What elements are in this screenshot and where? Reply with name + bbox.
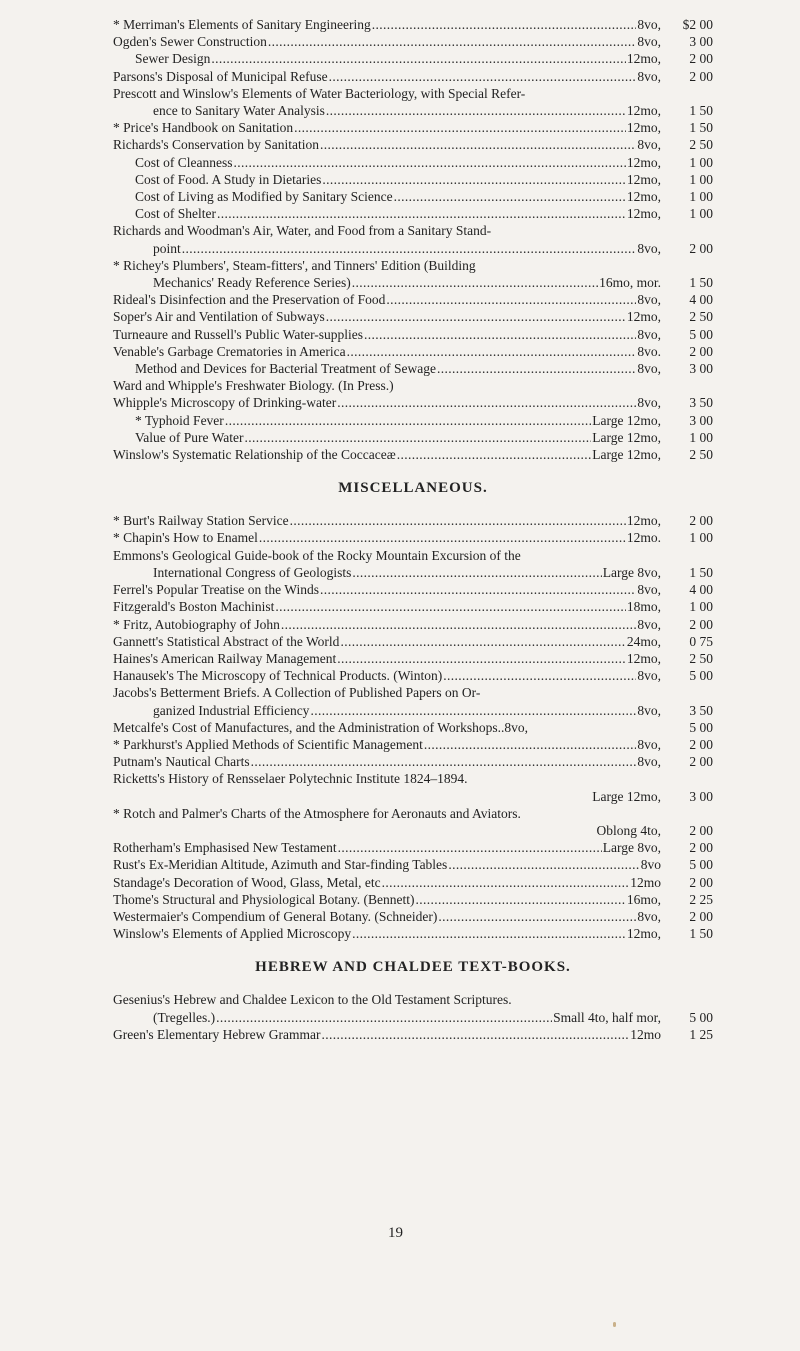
catalog-entry — [113, 394, 713, 411]
entry-title: Winslow's Elements of Applied Microscopy — [113, 926, 352, 942]
catalog-entry — [113, 274, 713, 291]
catalog-entry — [113, 512, 713, 529]
entry-format: 8vo, — [637, 137, 661, 153]
entry-price: 0 75 — [689, 633, 713, 649]
entry-title: Hanausek's The Microscopy of Technical Products. (Winton) — [113, 668, 443, 684]
dot-leader — [448, 856, 639, 873]
entry-format: 8vo, — [637, 326, 661, 342]
catalog-entry — [113, 429, 713, 446]
entry-title: * Burt's Railway Station Service — [113, 513, 289, 529]
catalog-entry — [113, 736, 713, 753]
entry-price: 2 00 — [689, 513, 713, 529]
catalog-entry — [113, 805, 713, 822]
entry-price: 4 00 — [689, 292, 713, 308]
entry-price: 2 00 — [689, 240, 713, 256]
entry-format: 12mo, — [626, 189, 661, 205]
entry-title: Cost of Shelter — [135, 206, 216, 222]
entry-title-line: Emmons's Geological Guide-book of the Rocky Mountain Excursion of the — [113, 547, 521, 563]
catalog-entry — [113, 874, 713, 891]
entry-title: Cost of Living as Modified by Sanitary Science — [135, 189, 393, 205]
entry-format: 12mo — [630, 1026, 661, 1042]
entry-price: 2 00 — [689, 51, 713, 67]
entry-price: $2 00 — [682, 17, 713, 32]
catalog-entry — [113, 667, 713, 684]
entry-price: 1 00 — [689, 206, 713, 222]
entry-price: 2 00 — [689, 874, 713, 890]
catalog-entry — [113, 343, 713, 360]
entry-title: Rotherham's Emphasised New Testament — [113, 840, 337, 856]
entry-format: 12mo, — [626, 171, 661, 187]
entry-format: 18mo, — [626, 599, 661, 615]
entry-title: Ferrel's Popular Treatise on the Winds — [113, 582, 320, 598]
catalog-entry — [113, 1009, 713, 1026]
dot-leader — [245, 429, 592, 446]
dot-leader — [310, 702, 636, 719]
entry-format: Small 4to, half mor, — [553, 1009, 661, 1025]
entry-price: 3 50 — [689, 395, 713, 411]
entry-price: 3 50 — [689, 702, 713, 718]
dot-leader — [217, 205, 626, 222]
entry-format: 8vo — [640, 857, 661, 873]
catalog-entry — [113, 822, 713, 839]
catalog-entry — [113, 633, 713, 650]
dot-leader — [251, 753, 637, 770]
entry-title: * Chapin's How to Enamel — [113, 530, 258, 546]
entry-price: 1 50 — [689, 120, 713, 136]
entry-title: Cost of Food. A Study in Dietaries — [135, 171, 322, 187]
entry-format: 12mo, — [626, 926, 661, 942]
entry-title: * Merriman's Elements of Sanitary Engineering — [113, 17, 371, 32]
dot-leader — [259, 529, 626, 546]
entry-format: 8vo, — [637, 68, 661, 84]
entry-format: 8vo, — [637, 616, 661, 632]
catalog-entry — [113, 412, 713, 429]
entry-price: 3 00 — [689, 412, 713, 428]
entry-price: 2 00 — [689, 754, 713, 770]
catalog-entry — [113, 171, 713, 188]
entry-price: 1 50 — [689, 926, 713, 942]
dot-leader — [347, 343, 637, 360]
entry-title: Rust's Ex-Meridian Altitude, Azimuth and Star-finding Tables — [113, 857, 448, 873]
dot-leader — [337, 650, 626, 667]
paper-speck — [613, 1322, 616, 1327]
entry-format: 12mo, — [626, 513, 661, 529]
entry-title: * Fritz, Autobiography of John — [113, 616, 280, 632]
entry-title: Turneaure and Russell's Public Water-supplies — [113, 326, 364, 342]
dot-leader — [329, 68, 637, 85]
entry-format: 8vo. — [637, 343, 661, 359]
dot-leader — [182, 240, 637, 257]
catalog-entry — [113, 529, 713, 546]
entry-format: Large 12mo, — [592, 788, 661, 804]
entry-format: 8vo, — [637, 702, 661, 718]
entry-price: 5 00 — [689, 326, 713, 342]
entry-format: 8vo, — [637, 17, 661, 32]
catalog-entry — [113, 291, 713, 308]
catalog-entry — [113, 240, 713, 257]
catalog-entry — [113, 908, 713, 925]
entry-title: Cost of Cleanness — [135, 154, 233, 170]
catalog-entry — [113, 446, 713, 463]
entry-format: 12mo. — [626, 530, 661, 546]
entry-format: 16mo, — [626, 891, 661, 907]
entry-title: Venable's Garbage Crematories in America — [113, 343, 346, 359]
dot-leader — [397, 446, 592, 463]
entry-price: 1 00 — [689, 189, 713, 205]
dot-leader — [424, 736, 636, 753]
entry-price: 2 00 — [689, 840, 713, 856]
entry-title: Gannett's Statistical Abstract of the World — [113, 633, 340, 649]
entry-price: 3 00 — [689, 788, 713, 804]
entry-format: 12mo, — [626, 154, 661, 170]
entry-price: 2 50 — [689, 650, 713, 666]
catalog-entry — [113, 360, 713, 377]
catalog-entry — [113, 564, 713, 581]
book-catalog — [113, 16, 713, 1043]
entry-title: Richards's Conservation by Sanitation — [113, 137, 320, 153]
dot-leader — [338, 839, 602, 856]
catalog-entry — [113, 770, 713, 787]
dot-leader — [321, 1026, 629, 1043]
dot-leader — [394, 188, 626, 205]
catalog-entry — [113, 702, 713, 719]
dot-leader — [268, 33, 636, 50]
entry-title: Parsons's Disposal of Municipal Refuse — [113, 68, 328, 84]
entry-price: 2 50 — [689, 447, 713, 463]
entry-format: 12mo, — [626, 309, 661, 325]
catalog-entry — [113, 308, 713, 325]
entry-title: ence to Sanitary Water Analysis — [153, 103, 325, 119]
entry-price: 4 00 — [689, 582, 713, 598]
entry-price: 2 00 — [689, 68, 713, 84]
entry-price: 2 50 — [689, 309, 713, 325]
entry-format: 16mo, mor. — [599, 275, 661, 291]
entry-title-line: Prescott and Winslow's Elements of Water Bacteriology, with Special Refer- — [113, 85, 526, 101]
catalog-entry — [113, 154, 713, 171]
entry-price: 2 00 — [689, 736, 713, 752]
entry-format: 8vo, — [637, 668, 661, 684]
entry-title: Haines's American Railway Management — [113, 650, 337, 666]
entry-format: 8vo, — [637, 34, 661, 50]
entry-price: 3 00 — [689, 361, 713, 377]
entry-price: 1 50 — [689, 103, 713, 119]
catalog-entry — [113, 788, 713, 805]
dot-leader — [225, 412, 591, 429]
entry-title: Whipple's Microscopy of Drinking-water — [113, 395, 337, 411]
entry-price: 2 25 — [689, 891, 713, 907]
entry-price: 1 50 — [689, 275, 713, 291]
dot-leader — [443, 667, 636, 684]
dot-leader — [275, 598, 625, 615]
catalog-entry — [113, 856, 713, 873]
catalog-entry — [113, 16, 713, 33]
entry-format: Large 8vo, — [602, 564, 661, 580]
entry-title: Putnam's Nautical Charts — [113, 754, 250, 770]
catalog-entry — [113, 616, 713, 633]
entry-price: 5 00 — [689, 1009, 713, 1025]
dot-leader — [382, 874, 630, 891]
dot-leader — [211, 50, 626, 67]
dot-leader — [352, 925, 626, 942]
entry-title: * Parkhurst's Applied Methods of Scientific Management — [113, 736, 423, 752]
section-heading: MISCELLANEOUS. — [338, 480, 488, 497]
entry-format: Large 12mo, — [592, 412, 661, 428]
entry-format: 12mo — [630, 874, 661, 890]
catalog-entry — [113, 1026, 713, 1043]
entry-price: 1 00 — [689, 171, 713, 187]
entry-title: point — [153, 240, 181, 256]
entry-format: 12mo, — [626, 206, 661, 222]
catalog-entry — [113, 377, 713, 394]
dot-leader — [234, 154, 626, 171]
dot-leader — [337, 394, 636, 411]
catalog-entry — [113, 581, 713, 598]
catalog-entry — [113, 839, 713, 856]
dot-leader — [340, 633, 625, 650]
entry-title: Ogden's Sewer Construction — [113, 34, 267, 50]
entry-title: Mechanics' Ready Reference Series) — [153, 275, 351, 291]
entry-title: Sewer Design — [135, 51, 211, 67]
entry-price: 2 00 — [689, 343, 713, 359]
entry-price: 1 00 — [689, 530, 713, 546]
entry-title: Ricketts's History of Rensselaer Polytechnic Institute 1824–1894. — [113, 771, 468, 787]
entry-title: Westermaier's Compendium of General Botany. (Schneider) — [113, 908, 438, 924]
dot-leader — [281, 616, 637, 633]
entry-title: International Congress of Geologists — [153, 564, 352, 580]
entry-title: Standage's Decoration of Wood, Glass, Metal, etc — [113, 874, 381, 890]
dot-leader — [326, 102, 626, 119]
entry-title: Metcalfe's Cost of Manufactures, and the Administration of Workshops..8vo, — [113, 719, 529, 735]
entry-format: 8vo, — [637, 736, 661, 752]
dot-leader — [364, 326, 636, 343]
entry-title: Thome's Structural and Physiological Botany. (Bennett) — [113, 891, 415, 907]
entry-format: 8vo, — [637, 908, 661, 924]
page-number: 19 — [388, 1225, 403, 1241]
catalog-entry — [113, 205, 713, 222]
entry-format: Large 8vo, — [602, 840, 661, 856]
dot-leader — [216, 1009, 552, 1026]
catalog-entry — [113, 891, 713, 908]
entry-price: 3 00 — [689, 34, 713, 50]
entry-format: 8vo, — [637, 582, 661, 598]
entry-price: 1 00 — [689, 154, 713, 170]
dot-leader — [386, 291, 636, 308]
dot-leader — [437, 360, 636, 377]
dot-leader — [438, 908, 636, 925]
entry-title: * Rotch and Palmer's Charts of the Atmosphere for Aeronauts and Aviators. — [113, 805, 521, 821]
entry-format: 12mo, — [626, 51, 661, 67]
entry-format: 12mo, — [626, 120, 661, 136]
entry-title: Value of Pure Water — [135, 429, 244, 445]
section-heading: HEBREW AND CHALDEE TEXT-BOOKS. — [255, 959, 571, 976]
entry-format: 8vo, — [637, 240, 661, 256]
dot-leader — [322, 171, 625, 188]
entry-title: Fitzgerald's Boston Machinist — [113, 599, 275, 615]
catalog-entry — [113, 68, 713, 85]
entry-price: 5 00 — [689, 857, 713, 873]
entry-price: 1 00 — [689, 429, 713, 445]
entry-price: 5 00 — [689, 719, 713, 735]
dot-leader — [352, 274, 598, 291]
entry-price: 2 00 — [689, 616, 713, 632]
entry-price: 2 50 — [689, 137, 713, 153]
entry-format: Large 12mo, — [592, 429, 661, 445]
entry-format: 8vo, — [637, 754, 661, 770]
entry-title-line: Richards and Woodman's Air, Water, and Food from a Sanitary Stand- — [113, 223, 492, 239]
entry-title: Winslow's Systematic Relationship of the Coccaceæ — [113, 447, 396, 463]
entry-title: Rideal's Disinfection and the Preservation of Food — [113, 292, 386, 308]
catalog-entry — [113, 598, 713, 615]
entry-price: 1 00 — [689, 599, 713, 615]
entry-title: Soper's Air and Ventilation of Subways — [113, 309, 325, 325]
dot-leader — [294, 119, 626, 136]
catalog-entry — [113, 326, 713, 343]
catalog-entry — [113, 650, 713, 667]
catalog-entry — [113, 102, 713, 119]
entry-format: 8vo, — [637, 292, 661, 308]
entry-title-line: Gesenius's Hebrew and Chaldee Lexicon to the Old Testament Scriptures. — [113, 992, 512, 1008]
entry-format: 12mo, — [626, 103, 661, 119]
entry-title: (Tregelles.) — [153, 1009, 216, 1025]
catalog-entry — [113, 925, 713, 942]
dot-leader — [326, 308, 626, 325]
dot-leader — [352, 564, 601, 581]
entry-format: 8vo, — [637, 395, 661, 411]
entry-format: 12mo, — [626, 650, 661, 666]
entry-price: 5 00 — [689, 668, 713, 684]
entry-format: Oblong 4to, — [596, 822, 661, 838]
entry-title: * Typhoid Fever — [135, 412, 224, 428]
entry-title: Green's Elementary Hebrew Grammar — [113, 1026, 321, 1042]
entry-format: Large 12mo, — [592, 447, 661, 463]
entry-title-line: Jacobs's Betterment Briefs. A Collection of Published Papers on Or- — [113, 685, 481, 701]
catalog-entry — [113, 119, 713, 136]
dot-leader — [290, 512, 626, 529]
catalog-entry — [113, 188, 713, 205]
catalog-entry — [113, 50, 713, 67]
entry-title-line: * Richey's Plumbers', Steam-fitters', and Tinners' Edition (Building — [113, 257, 476, 273]
entry-price: 2 00 — [689, 822, 713, 838]
dot-leader — [372, 16, 637, 33]
catalog-entry — [113, 33, 713, 50]
entry-price: 1 50 — [689, 564, 713, 580]
entry-title: Ward and Whipple's Freshwater Biology. (In Press.) — [113, 378, 394, 394]
entry-title: Method and Devices for Bacterial Treatment of Sewage — [135, 361, 437, 377]
entry-format: 8vo, — [637, 361, 661, 377]
catalog-entry — [113, 753, 713, 770]
catalog-entry — [113, 719, 713, 736]
entry-title: ganized Industrial Efficiency — [153, 702, 310, 718]
entry-price: 1 25 — [689, 1026, 713, 1042]
dot-leader — [416, 891, 626, 908]
dot-leader — [320, 136, 636, 153]
entry-title: * Price's Handbook on Sanitation — [113, 120, 294, 136]
entry-format: 24mo, — [626, 633, 661, 649]
dot-leader — [320, 581, 636, 598]
catalog-entry — [113, 136, 713, 153]
entry-price: 2 00 — [689, 908, 713, 924]
